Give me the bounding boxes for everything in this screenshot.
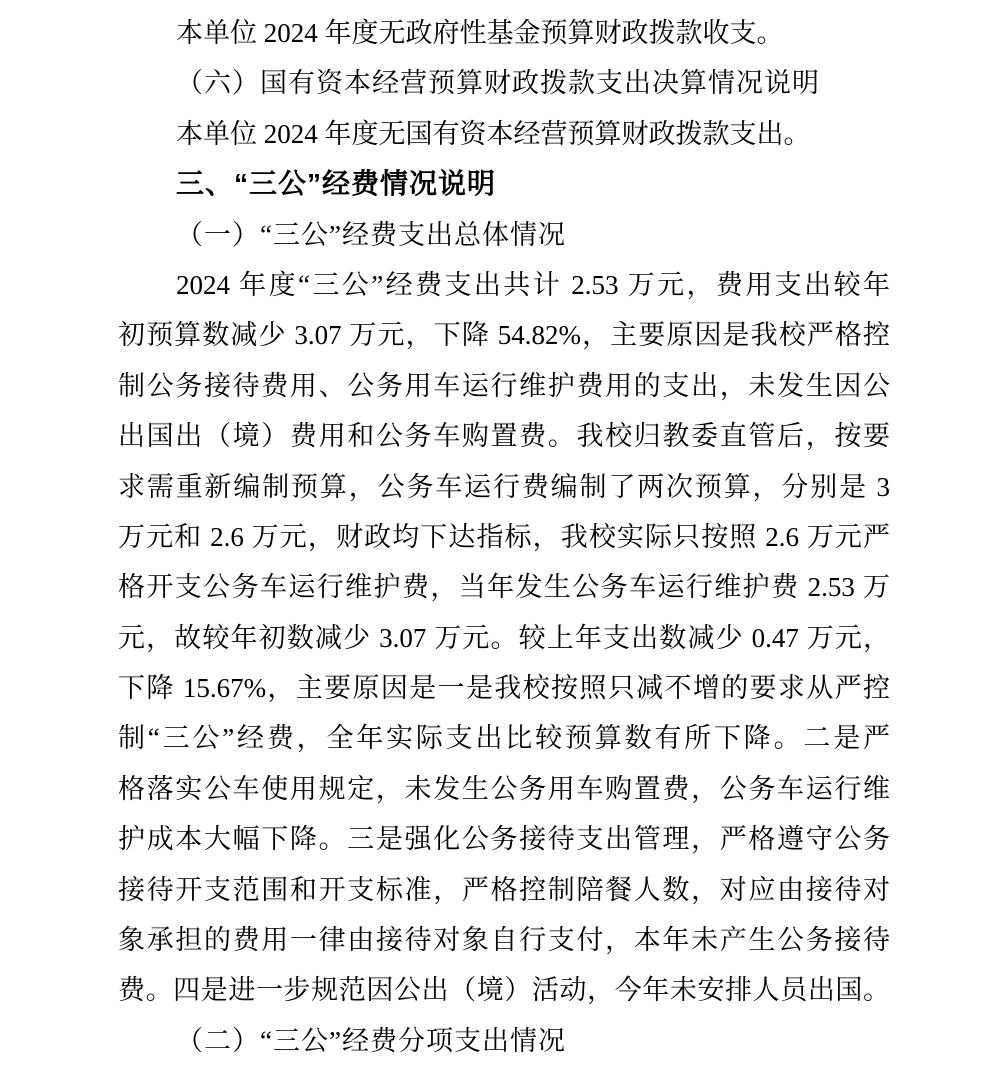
body-text-line: 求需重新编制预算，公务车运行费编制了两次预算，分别是 3	[118, 471, 890, 502]
body-text-line: 本单位 2024 年度无国有资本经营预算财政拨款支出。	[176, 118, 811, 149]
section-heading: 三、“三公”经费情况说明	[176, 168, 497, 200]
body-text-line: 费。四是进一步规范因公出（境）活动，今年未安排人员出国。	[118, 975, 890, 1006]
body-text-line: 下降 15.67%，主要原因是一是我校按照只减不增的要求从严控	[118, 673, 890, 704]
subsection-heading: （二）“三公”经费分项支出情况	[176, 1025, 566, 1056]
body-text-line: 制公务接待费用、公务用车运行维护费用的支出，未发生因公	[118, 370, 890, 401]
body-text-line: 初预算数减少 3.07 万元，下降 54.82%，主要原因是我校严格控	[118, 320, 890, 351]
subsection-heading: （一）“三公”经费支出总体情况	[176, 219, 566, 250]
body-text-line: 本单位 2024 年度无政府性基金预算财政拨款收支。	[176, 18, 784, 48]
body-text-line: 象承担的费用一律由接待对象自行支付，本年未产生公务接待	[118, 925, 890, 956]
body-text-line: 出国出（境）费用和公务车购置费。我校归教委直管后，按要	[118, 421, 890, 452]
body-text-line: 元，故较年初数减少 3.07 万元。较上年支出数减少 0.47 万元，	[118, 622, 890, 653]
body-text-line: 护成本大幅下降。三是强化公务接待支出管理，严格遵守公务	[118, 824, 890, 855]
subsection-heading: （六）国有资本经营预算财政拨款支出决算情况说明	[176, 68, 820, 99]
body-text-line: 万元和 2.6 万元，财政均下达指标，我校实际只按照 2.6 万元严	[118, 521, 890, 552]
body-text-line: 格开支公务车运行维护费，当年发生公务车运行维护费 2.53 万	[118, 572, 890, 603]
body-text-line: 2024 年度“三公”经费支出共计 2.53 万元，费用支出较年	[176, 269, 890, 300]
body-text-line: 接待开支范围和开支标准，严格控制陪餐人数，对应由接待对	[118, 874, 890, 905]
body-text-line: 制“三公”经费，全年实际支出比较预算数有所下降。二是严	[118, 723, 890, 754]
body-text-line: 格落实公车使用规定，未发生公务用车购置费，公务车运行维	[118, 773, 890, 804]
